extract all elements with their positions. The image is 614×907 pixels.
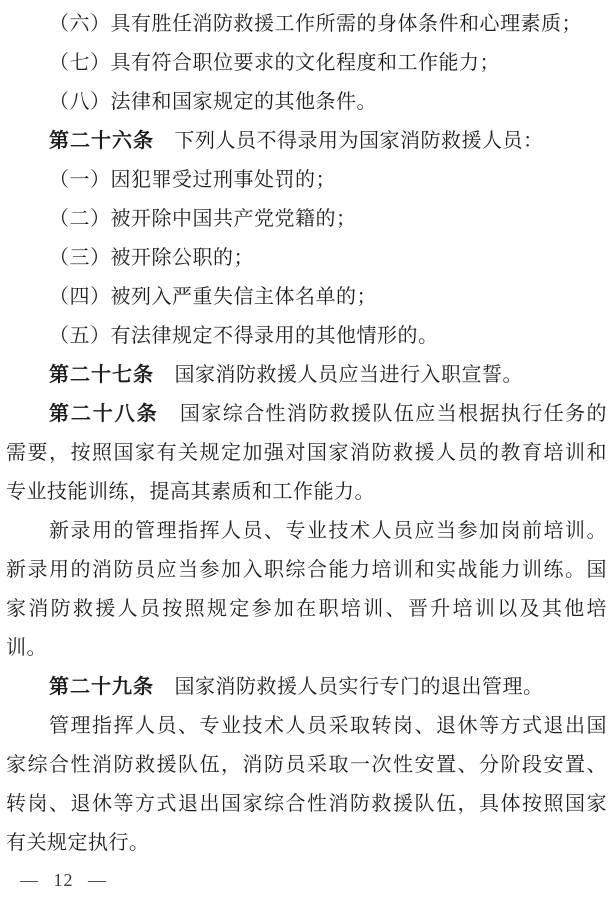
text-line [6, 512, 607, 551]
text-run: 家消防救援人员按照规定参加在职培训、晋升培训以及其他培 [6, 598, 607, 620]
text-line [6, 551, 607, 590]
text-line [6, 239, 607, 278]
page-number: — 12 — [20, 870, 107, 890]
text-line [6, 44, 607, 83]
text-run: 有关规定执行。 [6, 832, 150, 854]
text-line [6, 161, 607, 200]
text-line [6, 356, 607, 395]
text-line [6, 590, 607, 629]
text-run: （五）有法律规定不得录用的其他情形的。 [49, 325, 439, 347]
text-line [6, 434, 607, 473]
text-run: （二）被开除中国共产党党籍的； [49, 208, 357, 230]
text-run: （六）具有胜任消防救援工作所需的身体条件和心理素质； [49, 13, 582, 35]
article-number: 第二十七条 [49, 364, 154, 386]
text-run: （一）因犯罪受过刑事处罚的； [49, 169, 336, 191]
article-number: 第二十六条 [49, 130, 154, 152]
text-run: （四）被列入严重失信主体名单的； [49, 286, 377, 308]
text-run: 转岗、退休等方式退出国家综合性消防救援队伍，具体按照国家 [6, 793, 607, 815]
text-run: 国家消防救援人员实行专门的退出管理。 [154, 676, 544, 698]
text-line [6, 746, 607, 785]
text-run: 新录用的管理指挥人员、专业技术人员应当参加岗前培训。 [49, 520, 607, 542]
text-line [6, 473, 607, 512]
text-run: 训。 [6, 637, 47, 659]
text-line [6, 824, 607, 863]
text-run: （七）具有符合职位要求的文化程度和工作能力； [49, 52, 500, 74]
text-line [6, 668, 607, 707]
text-run: （三）被开除公职的； [49, 247, 254, 269]
document-body [6, 5, 607, 863]
text-run: 专业技能训练，提高其素质和工作能力。 [6, 481, 375, 503]
text-run: 管理指挥人员、专业技术人员采取转岗、退休等方式退出国 [49, 715, 607, 737]
article-number: 第二十九条 [49, 676, 154, 698]
text-line [6, 122, 607, 161]
text-line [6, 785, 607, 824]
text-line [6, 278, 607, 317]
text-line [6, 707, 607, 746]
text-run: 新录用的消防员应当参加入职综合能力培训和实战能力训练。国 [6, 559, 607, 581]
text-run: （八）法律和国家规定的其他条件。 [49, 91, 377, 113]
text-run: 国家消防救援人员应当进行入职宣誓。 [154, 364, 523, 386]
article-number: 第二十八条 [49, 403, 159, 425]
text-line [6, 629, 607, 668]
text-run: 下列人员不得录用为国家消防救援人员： [154, 130, 544, 152]
text-run: 需要，按照国家有关规定加强对国家消防救援人员的教育培训和 [6, 442, 607, 464]
text-run: 家综合性消防救援队伍，消防员采取一次性安置、分阶段安置、 [6, 754, 607, 776]
text-line [6, 395, 607, 434]
text-line [6, 5, 607, 44]
text-line [6, 200, 607, 239]
text-line [6, 83, 607, 122]
text-run: 国家综合性消防救援队伍应当根据执行任务的 [158, 403, 607, 425]
text-line [6, 317, 607, 356]
